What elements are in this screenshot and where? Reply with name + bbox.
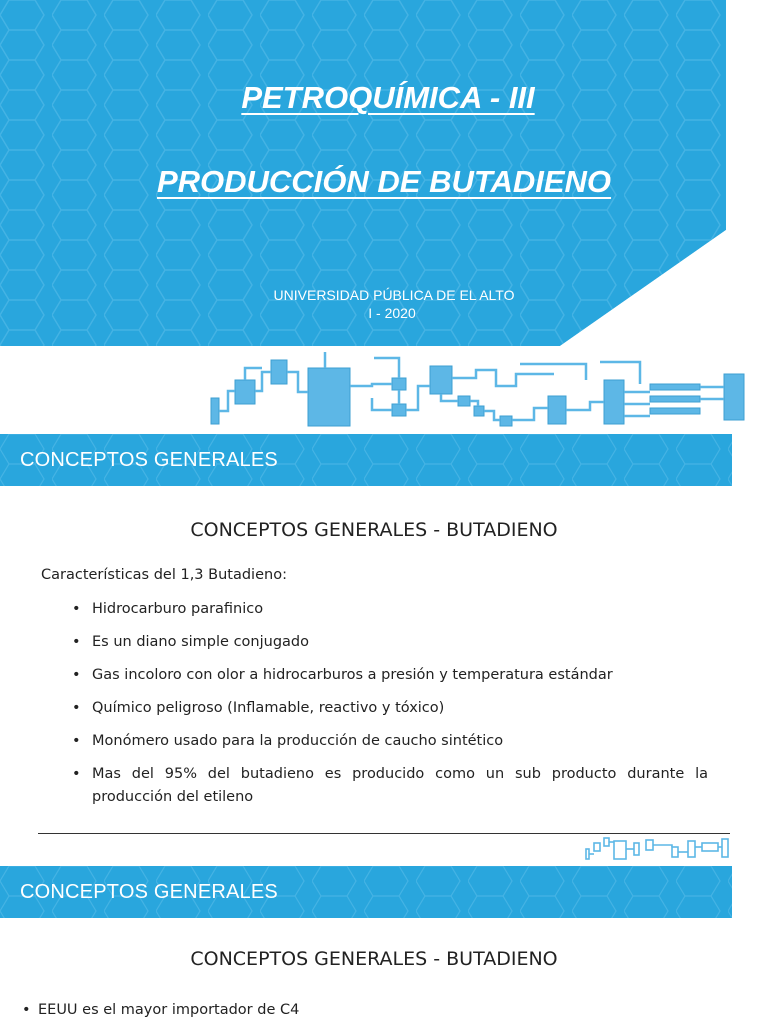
bullet-icon: • — [72, 667, 81, 683]
slide-heading: CONCEPTOS GENERALES - BUTADIENO — [190, 948, 558, 970]
bullet-icon: • — [72, 733, 81, 749]
bullet-list — [12, 999, 712, 1021]
list-item: • Químico peligroso (Inflamable, reactivo y tóxico) — [48, 697, 708, 720]
section-label: CONCEPTOS GENERALES — [20, 449, 278, 471]
title-slide — [0, 0, 768, 432]
institution-name: UNIVERSIDAD PÚBLICA DE EL ALTO — [273, 287, 515, 303]
section-header-bar — [0, 866, 732, 918]
list-item: • Es un diano simple conjugado — [48, 631, 708, 654]
presentation-subtitle: PRODUCCIÓN DE BUTADIENO — [156, 164, 612, 199]
presentation-title: PETROQUÍMICA - III — [241, 80, 535, 115]
footer-divider — [38, 833, 730, 834]
list-item: • EEUU es el mayor importador de C4 — [12, 999, 712, 1021]
mini-process-diagram — [582, 835, 730, 861]
bullet-icon: • — [22, 1002, 31, 1018]
bullet-icon: • — [72, 634, 81, 650]
section-label: CONCEPTOS GENERALES — [20, 881, 278, 903]
list-item: • Hidrocarburo parafinico — [48, 598, 708, 621]
list-item: • Monómero usado para la producción de caucho sintético — [48, 730, 708, 753]
section-header-bar — [0, 434, 732, 486]
slide-heading: CONCEPTOS GENERALES - BUTADIENO — [190, 519, 558, 541]
list-item: • Gas incoloro con olor a hidrocarburos a presión y temperatura estándar — [48, 664, 708, 687]
bullet-list — [48, 598, 708, 819]
academic-term: I - 2020 — [368, 305, 416, 321]
bullet-icon: • — [72, 700, 81, 716]
bullet-icon: • — [72, 766, 81, 782]
intro-text: Características del 1,3 Butadieno: — [41, 567, 287, 583]
list-item: • Mas del 95% del butadieno es producido como un sub producto durante la producción del etileno — [48, 763, 708, 809]
process-flow-diagram — [0, 346, 768, 432]
bullet-icon: • — [72, 601, 81, 617]
